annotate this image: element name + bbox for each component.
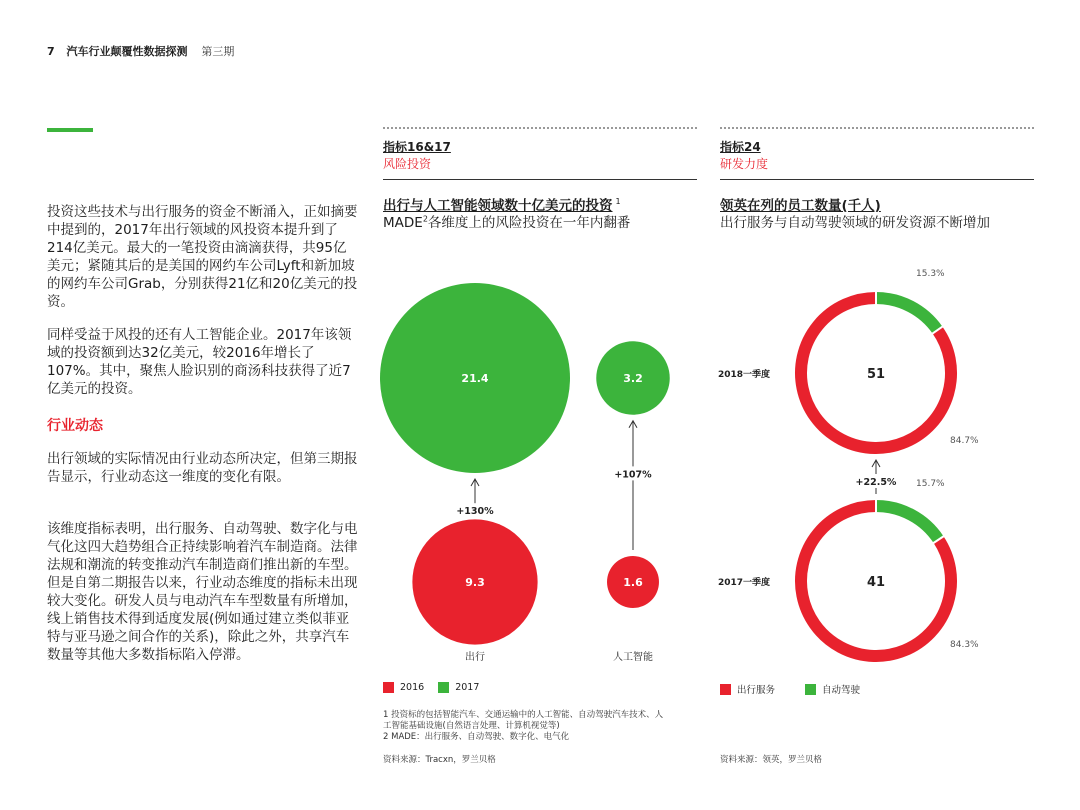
- bubble-label-2017: 3.2: [623, 372, 643, 385]
- legend-swatch-mobility: [720, 684, 731, 695]
- report-title: 汽车行业颠覆性数据探测: [66, 45, 188, 58]
- donut-total: 41: [866, 575, 886, 590]
- panel2-indicator-sub: 研发力度: [720, 157, 769, 171]
- legend-label-autonomous: 自动驾驶: [822, 685, 861, 696]
- donut-slice-label-mobility: 84.3%: [950, 640, 979, 650]
- bubble-label-2016: 1.6: [623, 576, 643, 589]
- accent-bar: [47, 128, 93, 132]
- body-paragraph-3: 出行领域的实际情况由行业动态所决定，但第三期报告显示，行业动态这一维度的变化有限。: [47, 451, 358, 485]
- growth-label: +107%: [614, 469, 652, 481]
- body-paragraph-4: 该维度指标表明，出行服务、自动驾驶、数字化与电气化这四大趋势组合正持续影响着汽车制造商。法律法规和潮流的转变推动汽车制造商们推出新的车型。但是自第二期报告以来，行业动态维度的指标未出现较大变化。研发人员与电动汽车车型数量有所增加，线上销售技术得到适度发展(例如通过建立类似菲亚特与亚马逊之间合作的关系)，除此之外，共享汽车数量等其他大多数指标陷入停滞。: [47, 521, 358, 663]
- employee-donut-chart: [710, 265, 1040, 665]
- donut-period-label: 2017一季度: [718, 578, 771, 588]
- panel2-title: 领英在列的员工数量(千人): [720, 198, 881, 214]
- bubble-label-2017: 21.4: [461, 372, 489, 385]
- panel1-indicator: 指标16&17: [383, 140, 451, 154]
- growth-label: +22.5%: [855, 477, 897, 488]
- body-paragraph-2: 同样受益于风投的还有人工智能企业。2017年该领域的投资额到达32亿美元，较2016年增长了107%。其中，聚焦人脸识别的商汤科技获得了近7亿美元的投资。: [47, 327, 352, 397]
- legend-label-2017: 2017: [455, 682, 480, 693]
- footnote-line: 2 MADE：出行服务、自动驾驶、数字化、电气化: [383, 732, 570, 742]
- panel1-title-footnote: 1: [615, 196, 621, 206]
- panel1-subtitle: MADE$^2$各维度上的风险投资在一年内翻番: [383, 214, 631, 231]
- panel1-legend: [383, 682, 479, 693]
- body-paragraph-1: 投资这些技术与出行服务的资金不断涌入，正如摘要中提到的，2017年出行领域的风投资本提升到了214亿美元。最大的一笔投资由滴滴获得，共95亿美元；紧随其后的是美国的网约车公司Lyft和新加坡的网约车公司Grab，分别获得21亿和20亿美元的投资。: [47, 204, 358, 310]
- panel2-subtitle: 出行服务与自动驾驶领域的研发资源不断增加: [720, 215, 990, 231]
- donut-slice-label-autonomous: 15.3%: [916, 269, 945, 279]
- footnote-line: 工智能基础设施(自然语言处理、计算机视觉等): [383, 721, 560, 731]
- donut-slice-autonomous: [876, 506, 939, 540]
- legend-swatch-2017: [438, 682, 449, 693]
- growth-label: +130%: [456, 506, 494, 518]
- category-label: 人工智能: [613, 652, 653, 663]
- panel1-footnotes: [383, 710, 703, 743]
- page-number: 7: [47, 45, 55, 58]
- panel2-indicator: 指标24: [720, 140, 761, 154]
- panel1-title: 出行与人工智能领域数十亿美元的投资: [383, 198, 613, 214]
- footnote-line: 1 投资标的包括智能汽车、交通运输中的人工智能、自动驾驶汽车技术、人: [383, 710, 664, 720]
- donut-slice-autonomous: [876, 298, 937, 330]
- panel1-source: 资料来源：Tracxn，罗兰贝格: [383, 755, 496, 765]
- legend-swatch-autonomous: [805, 684, 816, 695]
- donut-total: 51: [866, 367, 886, 382]
- category-label: 出行: [465, 652, 485, 663]
- panel2-rule: [720, 179, 1034, 180]
- venture-bubble-chart: [378, 270, 708, 670]
- legend-label-2016: 2016: [400, 682, 425, 693]
- donut-slice-label-mobility: 84.7%: [950, 436, 979, 446]
- bubble-label-2016: 9.3: [465, 576, 485, 589]
- panel2-source: 资料来源：领英，罗兰贝格: [720, 755, 823, 765]
- page-header: [47, 43, 234, 59]
- legend-swatch-2016: [383, 682, 394, 693]
- donut-slice-label-autonomous: 15.7%: [916, 479, 945, 489]
- panel1-indicator-sub: 风险投资: [383, 157, 432, 171]
- legend-label-mobility: 出行服务: [737, 685, 776, 696]
- panel1-rule: [383, 179, 697, 180]
- panel2-dotted-rule: [720, 127, 1034, 129]
- section-heading: 行业动态: [47, 418, 103, 434]
- panel2-legend: [720, 682, 860, 696]
- panel1-dotted-rule: [383, 127, 697, 129]
- issue-label: 第三期: [201, 45, 235, 58]
- donut-period-label: 2018一季度: [718, 370, 771, 380]
